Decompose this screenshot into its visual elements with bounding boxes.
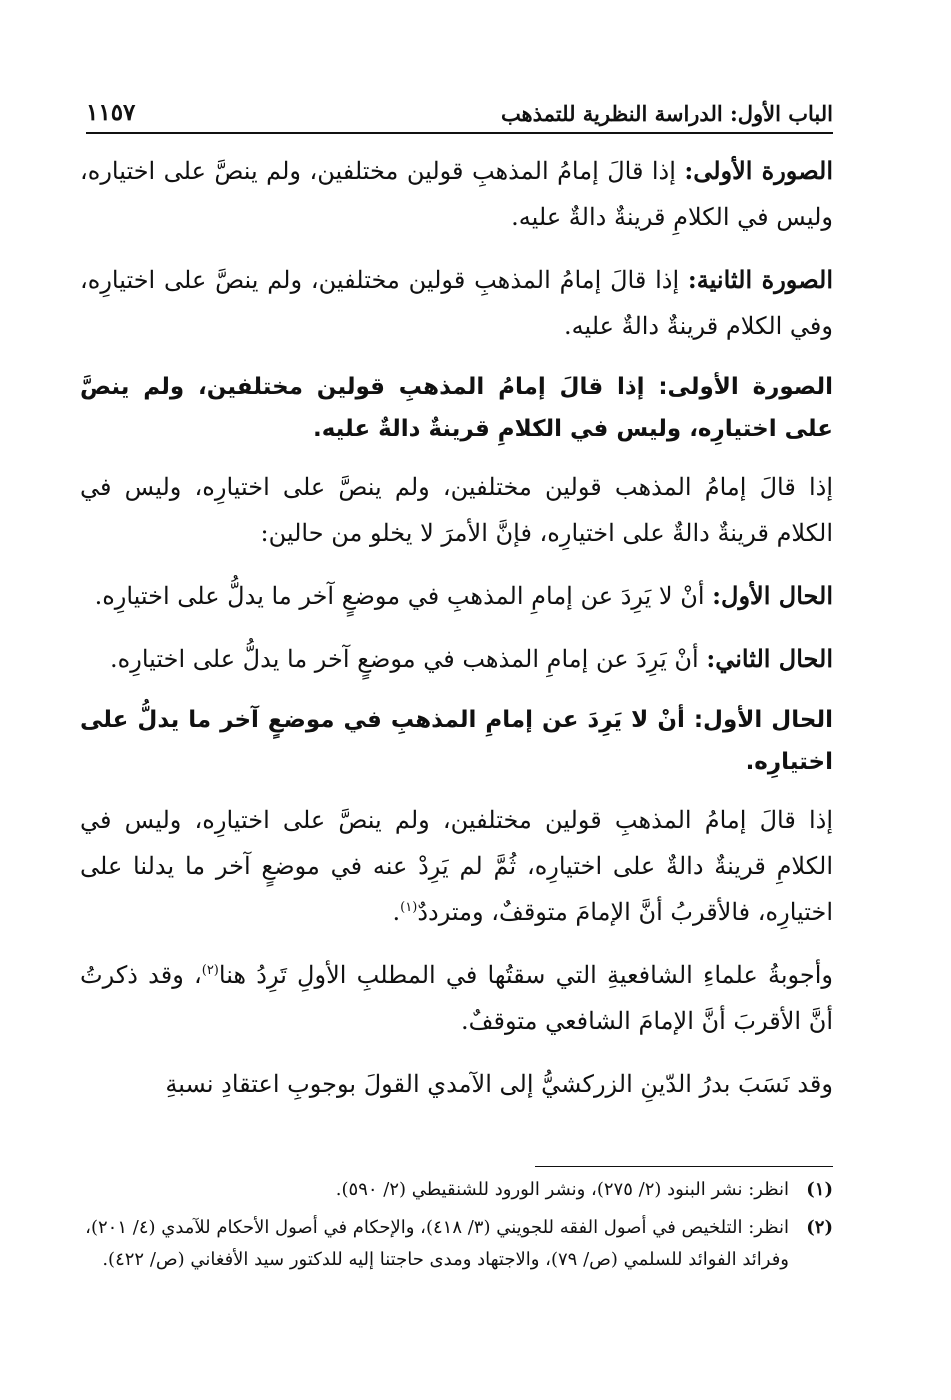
section-2-p2-a: وأجوبةُ علماءِ الشافعيةِ التي سقتُها في المطلبِ الأولِ تَرِدُ هنا (218, 961, 833, 989)
section-2-p1-text: إذا قالَ إمامُ المذهبِ قولين مختلفين، ولم ينصَّ على اختيارِه، وليس في الكلامِ قرينةٌ دالةٌ على اختيارِه، ثُمَّ لم يَرِدْ عنه في موضعٍ آخر ما يدلنا على اختيارِه، فالأقربُ أنَّ الإمامَ متوقفٌ، ومترددٌ (80, 806, 834, 926)
section-2-paragraph-1 (80, 797, 833, 935)
footnote-ref-2[interactable]: (٢) (201, 963, 219, 978)
intro-2-lead: الصورة الثانية: (687, 265, 833, 294)
intro-paragraph-2 (80, 257, 833, 349)
section-1-paragraph: إذا قالَ إمامُ المذهب قولين مختلفين، ولم ينصَّ على اختيارِه، وليس في الكلام قرينةٌ دالةٌ على اختيارِه، فإنَّ الأمرَ لا يخلو من حالين: (80, 473, 834, 547)
section-2-paragraph-2 (80, 952, 833, 1044)
footnote-item (80, 1174, 833, 1206)
page-number: ١١٥٧ (86, 99, 136, 126)
section-2-p1-end: . (392, 898, 401, 926)
case-1-paragraph (80, 573, 833, 619)
case-2-text: أنْ يَرِدَ عن إمامِ المذهب في موضعٍ آخر ما يدلُّ على اختيارِه. (110, 645, 707, 673)
intro-paragraph-1 (80, 148, 833, 240)
running-title: الباب الأول: الدراسة النظرية للتمذهب (500, 101, 833, 126)
section-2-heading: الحال الأول: أنْ لا يَرِدَ عن إمامِ المذهبِ في موضعٍ آخر ما يدلُّ على اختيارِه. (80, 707, 833, 775)
case-2-lead: الحال الثاني: (706, 644, 833, 673)
footnote-text: انظر: نشر البنود (٢/ ٢٧٥)، ونشر الورود للشنقيطي (٢/ ٥٩٠). (335, 1179, 789, 1200)
section-1-heading: الصورة الأولى: إذا قالَ إمامُ المذهبِ قولين مختلفين، ولم ينصَّ على اختيارِه، وليس في الكلامِ قرينةٌ دالةٌ عليه. (80, 374, 833, 442)
page-header (86, 92, 833, 134)
footnote-number: (١) (806, 1179, 833, 1200)
section-2-p2-b: ، وقد ذكرتُ أنَّ الأقربَ أنَّ الإمامَ الشافعي متوقفٌ. (80, 961, 833, 1035)
page-body (80, 148, 833, 1124)
footnote-ref-1[interactable]: (١) (400, 900, 418, 915)
case-1-lead: الحال الأول: (712, 581, 833, 610)
footnote-divider (535, 1166, 833, 1167)
footnote-text: انظر: التلخيص في أصول الفقه للجويني (٣/ ٤١٨)، والإحكام في أصول الأحكام للآمدي (٤/ ٢٠١)، وفرائد الفوائد للسلمي (ص/ ٧٩)، والاجتهاد ومدى حاجتنا إليه للدكتور سيد الأفغاني (ص/ ٤٢٢). (85, 1217, 789, 1270)
case-2-paragraph (80, 636, 833, 682)
footnote-item (80, 1212, 833, 1276)
intro-2-text: إذا قالَ إمامُ المذهبِ قولين مختلفين، ولم ينصَّ على اختيارِه، وفي الكلام قرينةٌ دالةٌ عليه. (80, 266, 833, 340)
footnote-number: (٢) (806, 1217, 833, 1238)
section-2-paragraph-3: وقد نَسَبَ بدرُ الدّينِ الزركشيُّ إلى الآمدي القولَ بوجوبِ اعتقادِ نسبةِ (165, 1070, 833, 1098)
footnotes (80, 1174, 833, 1282)
intro-1-text: إذا قالَ إمامُ المذهبِ قولين مختلفين، ولم ينصَّ على اختياره، وليس في الكلامِ قرينةٌ دالةٌ عليه. (80, 157, 833, 231)
case-1-text: أنْ لا يَرِدَ عن إمامِ المذهبِ في موضعٍ آخر ما يدلُّ على اختيارِه. (94, 582, 713, 610)
intro-1-lead: الصورة الأولى: (684, 156, 833, 185)
